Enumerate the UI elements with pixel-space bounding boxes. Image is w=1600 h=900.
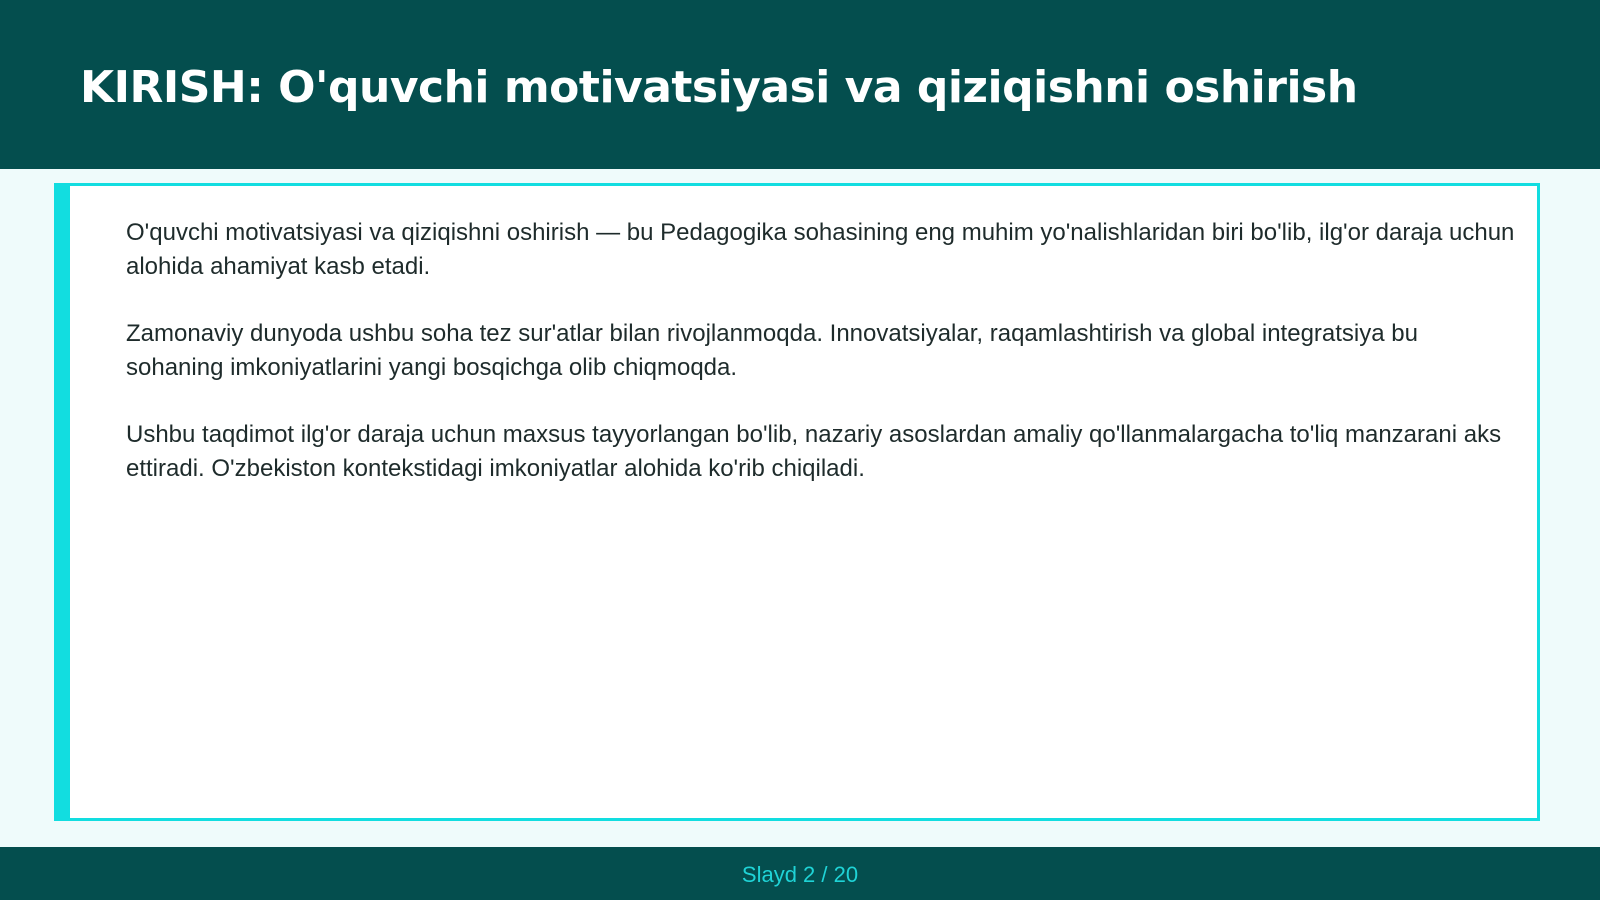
content-panel: [54, 183, 1540, 821]
paragraph-modern-world: Zamonaviy dunyoda ushbu soha tez sur'atlar bilan rivojlanmoqda. Innovatsiyalar, raqamlashtirish va global integratsiya bu sohaning imkoniyatlarini yangi bosqichga olib chiqmoqda.: [126, 320, 1418, 381]
paragraph-intro: O'quvchi motivatsiyasi va qiziqishni oshirish — bu Pedagogika sohasining eng muhim yo'nalishlaridan biri bo'lib, ilg'or daraja uchun alohida ahamiyat kasb etadi.: [126, 219, 1515, 280]
slide-footer: [0, 847, 1600, 900]
slide-title: KIRISH: O'quvchi motivatsiyasi va qiziqishni oshirish: [80, 62, 1358, 113]
slide-counter: Slayd 2 / 20: [741, 862, 859, 887]
paragraph-presentation-scope: Ushbu taqdimot ilg'or daraja uchun maxsus tayyorlangan bo'lib, nazariy asoslardan amaliy qo'llanmalargacha to'liq manzarani aks ettiradi. O'zbekiston kontekstidagi imkoniyatlar alohida ko'rib chiqiladi.: [126, 421, 1502, 482]
content-text: [126, 216, 1516, 519]
slide-header: [0, 0, 1600, 169]
